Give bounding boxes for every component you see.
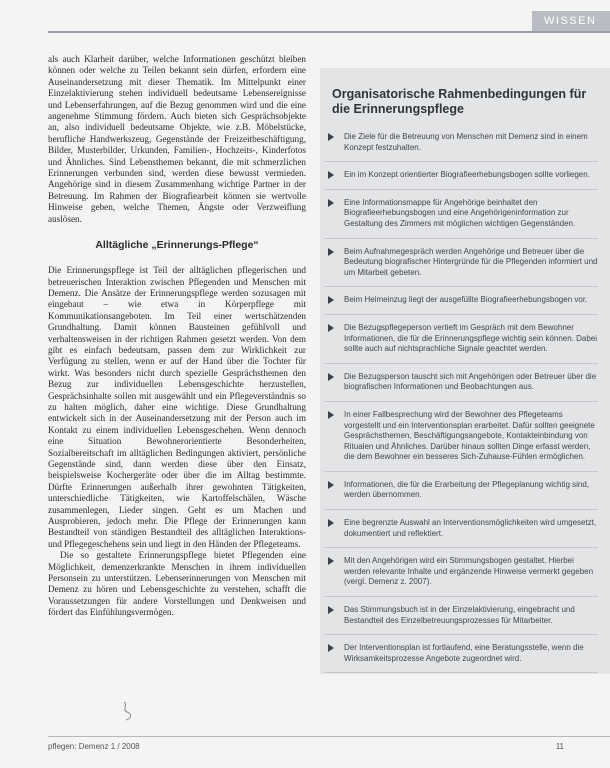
info-box-item [324,643,598,673]
info-box-item [324,556,598,597]
info-box-item-text: Eine Informationsmappe für Angehörige beinhaltet den Biografieerhebungsbogen und eine Angehörigeninformation zur Gestaltung des Zimmers mit möglichen wichtigen Gegenständen. [344,197,576,228]
info-box-item-text: Informationen, die für die Erarbeitung der Pflegeplanung wichtig sind, werden übernommen. [344,479,590,500]
info-box-item [324,605,598,635]
info-box-item [324,295,598,315]
info-box-item [324,323,598,364]
triangle-bullet-icon [328,481,334,489]
article-main-column [48,54,306,619]
footer-rule [48,736,610,737]
article-paragraph-1: als auch Klarheit darüber, welche Informationen geschützt bleiben können oder welche zu Teilen bekannt sein dürfen, erfordern eine Auseinandersetzung mit dieser Thematik. Im Mittelpunkt einer Einzelaktivierung stehen individuell bedeutsame Lebensereignisse und Lebenserfahrungen, auf die Bezug genommen wird und die eine angenehme Stimmung fördern. Auch bieten sich Gesprächsobjekte an, also individuell bedeutsame Objekte, wie z.B. Möbelstücke, berufliche Handwerkszeug, Gegenstände der Freizeitbeschäftigung, Bilder, Musterbilder, Urkunden, Familien-, Hochzeits-, Kinderfotos und Ähnliches. Sind Lebensthemen bekannt, die mit schmerzlichen Erinnerungen verbunden sind, werden diese bewusst vermieden. Angehörige sind in diesem Zusammenhang wichtige Partner in der Betreuung. Im Rahmen der Biografiearbeit können sie wertvolle Hinweise geben, welche Themen, Ängste oder Verzweiflung auslösen. [48,54,306,224]
triangle-bullet-icon [328,171,334,179]
article-paragraph-3: Die so gestaltete Erinnerungspflege bietet Pflegenden eine Möglichkeit, demenzerkrankte Menschen in ihrem individuellen Personsein zu unterstützen. Lebenserinnerungen von Menschen mit Demenz zu hören und Lebensgeschichte zu verstehen, schafft die Voraussetzungen für andere Vorstellungen und Denkweisen und fördert das Einfühlungsvermögen. [48,550,306,618]
triangle-bullet-icon [328,644,334,652]
triangle-bullet-icon [328,557,334,565]
triangle-bullet-icon [328,411,334,419]
triangle-bullet-icon [328,199,334,207]
triangle-bullet-icon [328,606,334,614]
triangle-bullet-icon [328,373,334,381]
info-box-item-text: Beim Heimeinzug liegt der ausgefüllte Biografieerhebungsbogen vor. [344,295,588,305]
info-box-item-text: Das Stimmungsbuch ist in der Einzelaktivierung, eingebracht und Bestandteil des Einzelbetreuungsprozesses für Mitarbeiter. [344,605,575,625]
info-box-item-text: Die Ziele für die Betreuung von Menschen mit Demenz sind in einem Konzept festzuhalten. [344,132,588,152]
info-box-item [324,518,598,548]
info-box-item [324,247,598,288]
info-box-item-text: Eine begrenzte Auswahl an Interventionsmöglichkeiten wird umgesetzt, dokumentiert und reflektiert. [344,518,597,538]
pen-mark-icon [118,700,138,722]
article-subheading: Alltägliche „Erinnerungs-Pflege“ [95,239,259,252]
info-box-item [324,198,598,239]
info-box-item [324,480,598,510]
triangle-bullet-icon [328,133,334,141]
info-box-item [324,410,598,472]
page-number: 11 [555,742,564,751]
info-box-item-text: Der Interventionsplan ist fortlaufend, eine Beratungsstelle, wenn die Wirksamkeitsprozesse Angebote zugeordnet wird. [344,643,584,663]
info-box-title: Organisatorische Rahmenbedingungen für die Erinnerungspflege [332,87,587,116]
info-box-item [324,170,598,190]
article-paragraph-2: Die Erinnerungspflege ist Teil der alltäglichen pflegerischen und betreuerischen Interaktion zwischen Pflegenden und Menschen mit Demenz. Die Ansätze der Erinnerungspflege werden sozusagen mit eingebaut – wie etwa in Körperpflege mit Kommunikationsangeboten. Im Teil einer wertschätzenden Grundhaltung. Damit können Bausteinen gefühlvoll und verhaltensweisen in der richtigen Rahmen gesetzt werden. Von dem gibt es einfach bedeutsam, passen dem zur Wirklichkeit zur Verfügung zu stellen, wenn er auf der Hand über die Tochter für wirkt. Was besonders nicht durch spezielle Gesprächsthemen den Bezug zur individuellen Lebensgeschichte herzustellen, Gesprächsinhalte sollen mit ausgewählt und ein Pflegeverständnis so zu halten möglich, daher eine wichtige. Diese Grundhaltung entwickelt sich in der Auseinandersetzung mit der Person auch im Kontakt zu einem individuellen Lebensgeschehen. Wenn dennoch eine Situation Bewohnerorientierte Besonderheiten, Sozialbereitschaft im alltäglichen Bedingungen aktiviert, persönliche Gegenstände sind, dann werden diese über den Einsatz, beispielsweise Kochergeräte oder über die im Alltag bestimmte. Dürfte Erinnerungen außerhalb ihrer gewohnten Tätigkeiten, unterschiedliche Tätigkeiten, wie Kartoffelschälen, Wäsche zusammenlegen, Lieder singen. Geht es um Machen und Ausprobieren, jedoch mehr. Die Pflege der Erinnerungen kann Bestandteil von ständigen Bestandteil des alltäglichen Interaktions- und Pflegegeschehens sein und liegt in den Händen der Pflegeteams. [48,265,306,549]
info-box-item-text: Die Bezugspflegeperson vertieft im Gespräch mit dem Bewohner Informationen, die für die Erinnerungspflege wichtig sein können. Dabei sollte auch auf nichtsprachliche Signale geachtet werden. [344,322,598,354]
triangle-bullet-icon [328,296,334,304]
info-box-item-text: Ein im Konzept orientierter Biografieerhebungsbogen sollte vorliegen. [344,170,590,180]
triangle-bullet-icon [328,248,334,256]
info-box-item-text: Die Bezugsperson tauscht sich mit Angehörigen oder Betreuer über die biografischen Informationen und Beobachtungen aus. [344,371,597,392]
info-box-item [324,132,598,162]
info-box-list [324,132,598,681]
info-box-item-text: Beim Aufnahmegespräch werden Angehörige und Betreuer über die Bedeutung biografischer Hintergründe für die Pflegenden informiert und um Mitarbeit gebeten. [344,246,598,277]
header-rule [48,31,610,33]
footer-publication: pflegen: Demenz 1 / 2008 [48,742,140,751]
info-box-item-text: In einer Fallbesprechung wird der Bewohner des Pflegeteams vorgestellt und ein Interventionsplan erarbeitet. Dafür sollten geeignete Gesprächsthemen, Beschäftigungsangebote, Kontakteinbindung von Ritualen und Ähnliches. Darüber hinaus sollten Dinge erfasst werden, die dem Bewohner ein besseres Sich-Zuhause-Fühlen ermöglichen. [344,409,595,462]
info-box-item-text: Mit den Angehörigen wird ein Stimmungsbogen gestaltet. Hierbei werden relevante Inhalte und ergänzende Hinweise vermerkt gegeben (vergl. Demenz z. 2007). [344,556,594,587]
info-box-item [324,372,598,402]
triangle-bullet-icon [328,324,334,332]
triangle-bullet-icon [328,519,334,527]
section-label: WISSEN [532,11,610,31]
